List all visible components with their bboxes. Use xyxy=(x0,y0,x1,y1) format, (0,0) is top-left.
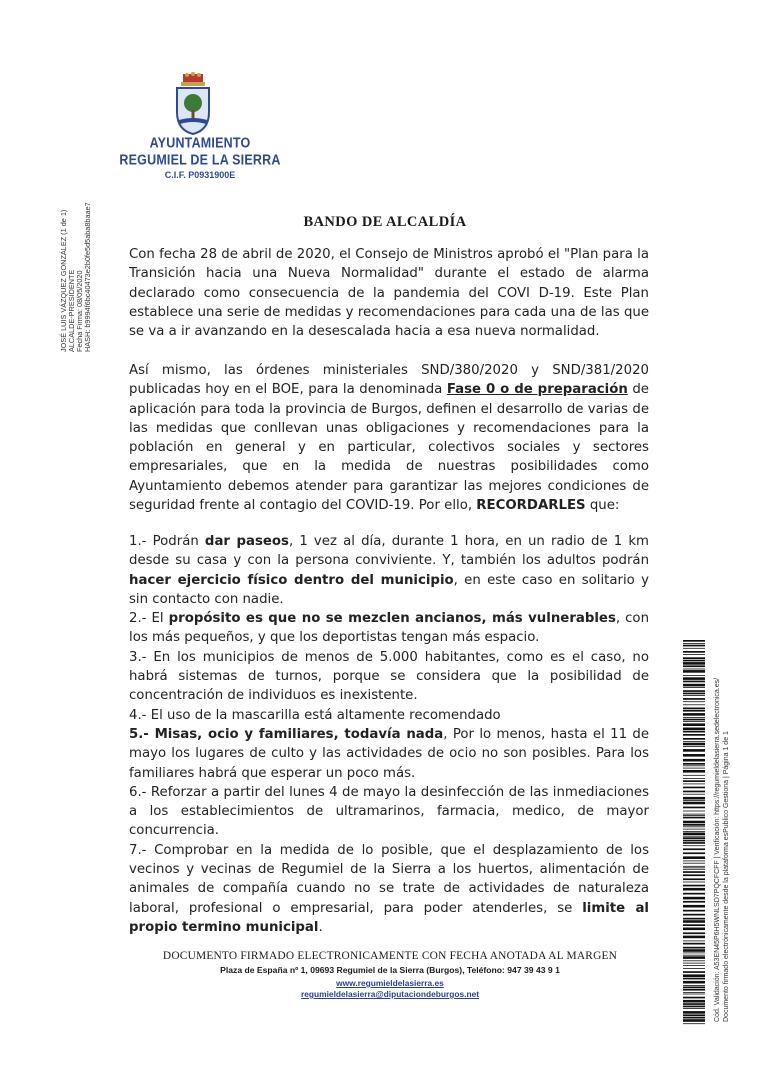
barcode-bar xyxy=(683,778,705,779)
barcode-bar xyxy=(683,852,705,854)
barcode-bar xyxy=(683,759,705,762)
barcode-bar xyxy=(683,665,705,667)
barcode-bar xyxy=(683,768,705,769)
barcode-bar xyxy=(683,863,705,864)
document-title: BANDO DE ALCALDÍA xyxy=(303,214,467,230)
barcode-bar xyxy=(683,874,705,876)
barcode-bar xyxy=(683,968,705,969)
validation-barcode xyxy=(683,640,705,1025)
barcode-bar xyxy=(683,955,705,956)
barcode-bar xyxy=(683,690,705,692)
signature-name: JOSÉ LUIS VÁZQUEZ GONZÁLEZ (1 de 1) xyxy=(59,209,68,352)
barcode-bar xyxy=(683,741,705,742)
barcode-bar xyxy=(683,701,705,702)
list-item xyxy=(129,841,649,937)
paragraph-orders xyxy=(129,361,649,515)
recordarles-highlight: RECORDARLES xyxy=(476,498,586,514)
barcode-bar xyxy=(683,992,705,993)
barcode-bar xyxy=(683,695,705,696)
barcode-bar xyxy=(683,734,705,736)
footer-signed-notice: DOCUMENTO FIRMADO ELECTRONICAMENTE CON FECHA ANOTADA AL MARGEN xyxy=(162,950,618,962)
org-name-line2: REGUMIEL DE LA SIERRA xyxy=(119,151,281,169)
barcode-bar xyxy=(683,905,705,908)
item7-bold: limite al propio termino municipal xyxy=(129,900,649,935)
barcode-bar xyxy=(683,924,705,926)
barcode-bar xyxy=(683,1000,705,1003)
barcode-bar xyxy=(683,791,705,793)
item1-text-c: , 1 vez al día, durante 1 hora, en un radio de 1 km desde su casa y con la persona conviviente. Y, también los adultos podrán xyxy=(129,534,649,569)
barcode-bar xyxy=(683,728,705,731)
org-name-line1: AYUNTAMIENTO xyxy=(149,134,251,152)
list-item: 3.- En los municipios de menos de 5.000 habitantes, como es el caso, no habrá sistemas de turnos, porque se considera que la posibilidad de concentración de individuos es inexistente. xyxy=(129,649,649,704)
barcode-bar xyxy=(683,746,705,747)
barcode-bar xyxy=(683,971,705,973)
barcode-bar xyxy=(683,815,705,816)
barcode-bar xyxy=(683,749,705,752)
barcode-bar xyxy=(683,817,705,819)
barcode-bar xyxy=(683,1011,705,1014)
barcode-bar xyxy=(683,965,705,966)
barcode-bar xyxy=(683,987,705,989)
barcode-bar xyxy=(683,1019,705,1022)
measures-list xyxy=(129,532,649,937)
item2-text-a: 2.- El xyxy=(129,611,169,627)
list-item xyxy=(129,532,649,609)
barcode-bar xyxy=(683,670,705,673)
barcode-bar xyxy=(683,901,705,903)
barcode-bar xyxy=(683,848,705,850)
barcode-bar xyxy=(683,660,705,662)
item1-bold-b: hacer ejercicio físico dentro del municipio xyxy=(129,572,454,588)
barcode-bar xyxy=(683,780,705,782)
barcode-bar xyxy=(683,871,705,873)
item7-text-a: 7.- Comprobar en la medida de lo posible, que el desplazamiento de los vecinos y vecinas de Regumiel de la Sierra a los huertos, alimentación de animales de compañía cuando no se trate de actividades de naturaleza laboral, profesional o empresarial, para poder atenderles, se xyxy=(129,842,649,916)
barcode-bar xyxy=(683,842,705,844)
barcode-bar xyxy=(683,985,705,986)
municipal-crest-icon xyxy=(171,72,215,136)
signature-block xyxy=(20,202,100,352)
barcode-bar xyxy=(683,936,705,939)
barcode-bar xyxy=(683,867,705,868)
barcode-bar xyxy=(683,974,705,977)
footer-email-link[interactable]: regumieldelasierra@diputaciondeburgos.net xyxy=(300,989,480,999)
item5-bold: 5.- Misas, ocio y familiares, todavía nada xyxy=(129,726,444,742)
item2-text-c: , con los más pequeños, y que los deportistas tengan más espacio. xyxy=(129,611,649,646)
barcode-bar xyxy=(683,1003,705,1005)
barcode-bar xyxy=(683,775,705,776)
barcode-bar xyxy=(683,949,705,952)
barcode-bar xyxy=(683,821,705,824)
barcode-bar xyxy=(683,657,705,659)
org-cif: C.I.F. P0931900E xyxy=(164,170,236,180)
barcode-bar xyxy=(683,840,705,842)
barcode-bar xyxy=(683,866,705,867)
paragraph-intro xyxy=(129,245,649,341)
barcode-bar xyxy=(683,811,705,812)
item1-text-a: 1.- Podrán xyxy=(129,534,205,549)
barcode-bar xyxy=(683,713,705,716)
barcode-bar xyxy=(683,743,705,746)
barcode-bar xyxy=(683,1014,705,1016)
barcode-bar xyxy=(683,708,705,710)
barcode-bar xyxy=(683,824,705,826)
barcode-bar xyxy=(683,831,705,832)
barcode-bar xyxy=(683,837,705,839)
barcode-bar xyxy=(683,693,705,695)
item5-text: , Por lo menos, hasta el 11 de mayo los lugares de culto y las actividades de ocio no son posibles. Para los familiares habrá que esperar un poco más. xyxy=(129,726,650,781)
barcode-bar xyxy=(683,704,705,705)
barcode-bar xyxy=(683,643,705,644)
barcode-bar xyxy=(683,719,705,721)
p2-text-c: de aplicación para toda la provincia de Burgos, definen el desarrollo de varias de las medidas que conllevan unas obligaciones y recomendaciones para la población en general y en particular, colectivos sociales y sectores empresariales, que en la medida de nuestras posibilidades como Ayuntamiento debemos atender para garantizar las mejores condiciones de seguridad frente al contagio del COVID-19. Por ello, xyxy=(129,382,649,514)
barcode-bar xyxy=(683,645,705,647)
item1-bold-a: dar paseos xyxy=(204,534,289,549)
barcode-bar xyxy=(683,893,705,895)
footer-address: Plaza de España nº 1, 09693 Regumiel de la Sierra (Burgos), Teléfono: 947 39 43 9 1 xyxy=(220,965,560,975)
signature-hash: HASH: b9994f6bc40473e2b0fe5d5aba8baae7 xyxy=(83,202,92,352)
barcode-bar xyxy=(683,826,705,827)
barcode-bar xyxy=(683,928,705,931)
barcode-bar xyxy=(683,845,705,846)
barcode-bar xyxy=(683,787,705,789)
barcode-bar xyxy=(683,677,705,680)
barcode-bar xyxy=(683,731,705,733)
barcode-bar xyxy=(683,717,705,718)
barcode-bar xyxy=(683,897,705,900)
barcode-bar xyxy=(683,681,705,683)
barcode-bar xyxy=(683,997,705,999)
barcode-bar xyxy=(683,770,705,773)
barcode-bar xyxy=(683,918,705,920)
barcode-bar xyxy=(683,836,705,837)
list-item: 6.- Reforzar a partir del lunes 4 de mayo la desinfección de las inmediaciones a los establecimientos de ultramarinos, farmacia, medico, de mayor concurrencia. xyxy=(129,784,649,839)
barcode-bar xyxy=(683,802,705,805)
barcode-bar xyxy=(683,648,705,649)
barcode-bar xyxy=(683,1006,705,1008)
barcode-bar xyxy=(683,721,705,722)
barcode-bar xyxy=(683,981,705,984)
item2-bold: propósito es que no se mezclen ancianos, más vulnerables xyxy=(168,611,616,627)
barcode-bar xyxy=(683,833,705,836)
signature-role: ALCALDE-PRESIDENTE xyxy=(67,269,76,352)
list-item xyxy=(129,725,649,783)
item1-text-e: , en este caso en solitario y sin contacto con nadie. xyxy=(129,572,649,607)
signature-date: Fecha Firma: 08/05/2020 xyxy=(75,270,84,352)
barcode-bar xyxy=(683,1017,705,1019)
barcode-bar xyxy=(683,814,705,815)
barcode-bar xyxy=(683,956,705,959)
barcode-bar xyxy=(683,675,705,676)
barcode-bar xyxy=(683,947,705,949)
footer-website-link[interactable]: www.regumieldelasierra.es xyxy=(336,978,444,988)
barcode-bar xyxy=(683,784,705,785)
barcode-bar xyxy=(683,651,705,653)
barcode-bar xyxy=(683,698,705,700)
barcode-bar xyxy=(683,941,705,942)
list-item xyxy=(129,609,649,648)
barcode-bar xyxy=(683,807,705,809)
barcode-bar xyxy=(683,882,705,883)
barcode-bar xyxy=(683,910,705,912)
barcode-bar xyxy=(683,797,705,800)
barcode-bar xyxy=(683,878,705,880)
barcode-bar xyxy=(683,669,705,670)
barcode-bar xyxy=(683,723,705,726)
barcode-bar xyxy=(683,885,705,887)
list-item: 4.- El uso de la mascarilla está altamente recomendado xyxy=(129,707,501,723)
phase-highlight: Fase 0 o de preparación xyxy=(446,382,628,398)
barcode-bar xyxy=(683,914,705,916)
barcode-bar xyxy=(683,861,705,862)
barcode-bar xyxy=(683,710,705,712)
barcode-bar xyxy=(683,754,705,757)
barcode-bar xyxy=(683,953,705,954)
barcode-bar xyxy=(683,920,705,923)
barcode-bar xyxy=(683,989,705,991)
barcode-bar xyxy=(683,994,705,995)
barcode-bar xyxy=(683,640,705,642)
p2-text-e: que: xyxy=(585,498,620,514)
paragraph-intro-text: Con fecha 28 de abril de 2020, el Consejo de Ministros aprobó el "Plan para la Transición hacia una Nueva Normalidad" durante el estado de alarma declarado como consecuencia de la pandemia del COVI D-19. Este Plan establece una serie de medidas y recomendaciones para cada una de las que se va a ir avanzando en la desescalada hacia a esa nueva normalidad. xyxy=(129,247,649,340)
barcode-bar xyxy=(683,978,705,980)
barcode-bar xyxy=(683,763,705,765)
barcode-bar xyxy=(683,765,705,766)
barcode-bar xyxy=(683,800,705,801)
barcode-bar xyxy=(683,738,705,740)
barcode-bar xyxy=(683,943,705,945)
validation-platform: Documento firmado electrónicamente desde la plataforma esPublico Gestiona | Página 1 de 1 xyxy=(723,731,730,1022)
barcode-bar xyxy=(683,960,705,961)
barcode-bar xyxy=(683,963,705,964)
barcode-bar xyxy=(683,1023,705,1024)
barcode-bar xyxy=(683,888,705,891)
p2-text-a: Así mismo, las órdenes ministeriales SND/380/2020 y SND/381/2020 publicadas hoy en el BOE, para la denominada xyxy=(129,363,649,398)
barcode-bar xyxy=(683,1008,705,1009)
barcode-bar xyxy=(683,684,705,687)
validation-code: Cód. Validación: A53EN45P6H5WNLSD7PQCFCFF | Verificación: https://regumieldelasierra.sedelectronica.es/ xyxy=(714,677,721,1022)
barcode-bar xyxy=(683,794,705,795)
barcode-bar xyxy=(683,662,705,665)
barcode-bar xyxy=(683,856,705,859)
barcode-bar xyxy=(683,687,705,688)
barcode-bar xyxy=(683,869,705,870)
barcode-bar xyxy=(683,829,705,830)
item7-text-c: . xyxy=(318,919,323,935)
barcode-bar xyxy=(683,932,705,934)
barcode-bar xyxy=(683,654,705,655)
